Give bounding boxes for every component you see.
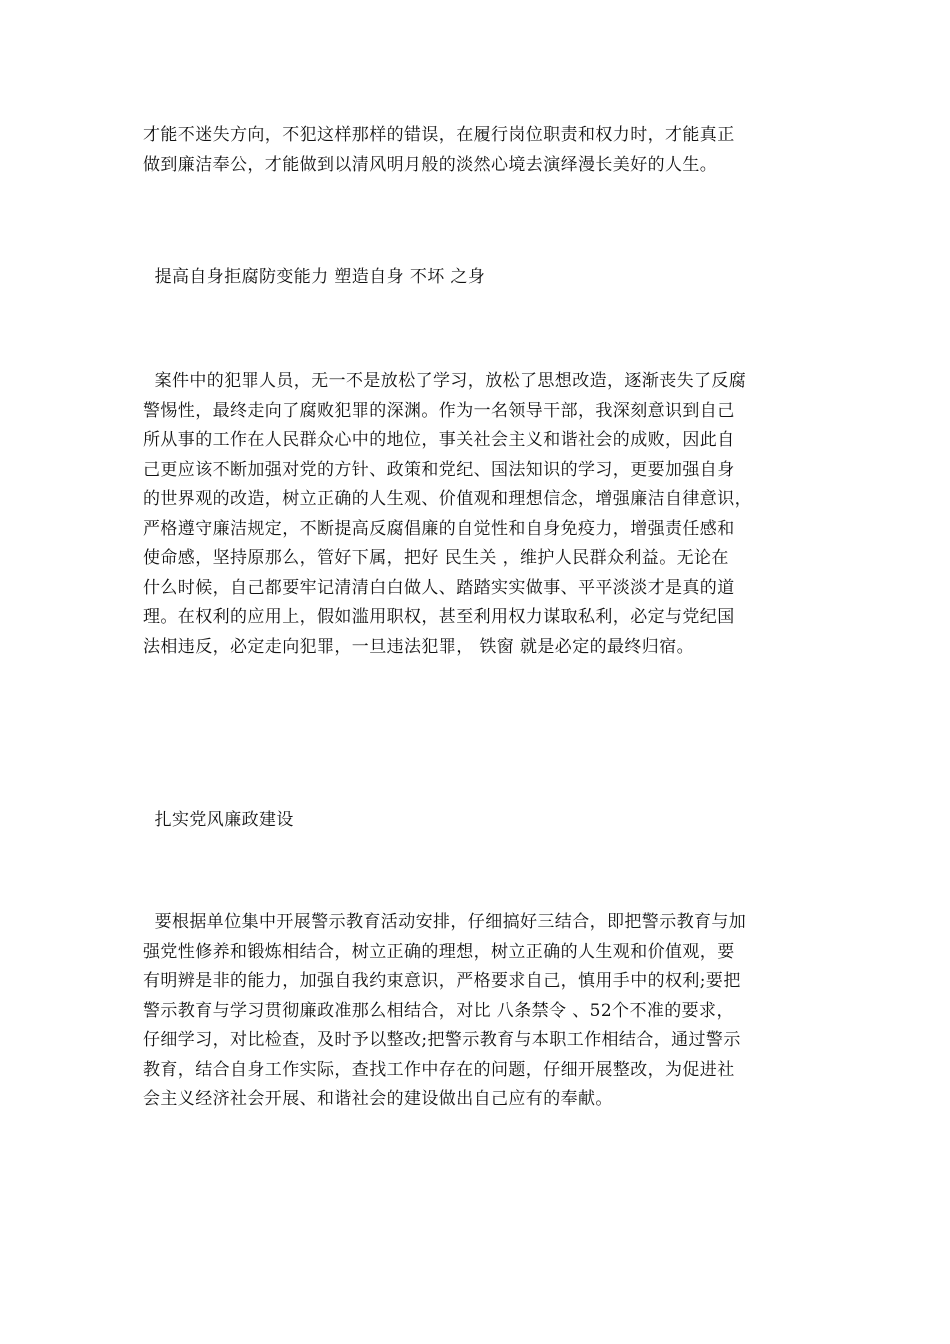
paragraph-3 bbox=[143, 908, 813, 1115]
text-line: 才能不迷失方向，不犯这样那样的错误，在履行岗位职责和权力时，才能真正 bbox=[143, 125, 735, 145]
text-line: 仔细学习，对比检查，及时予以整改;把警示教育与本职工作相结合，通过警示 bbox=[143, 1030, 741, 1050]
text-line: 会主义经济社会开展、和谐社会的建设做出自己应有的奉献。 bbox=[143, 1089, 613, 1109]
section-heading-2 bbox=[143, 806, 813, 836]
text-line: 强党性修养和锻炼相结合，树立正确的理想，树立正确的人生观和价值观，要 bbox=[143, 941, 735, 962]
text-line: 警惕性，最终走向了腐败犯罪的深渊。作为一名领导干部，我深刻意识到自己 bbox=[143, 400, 735, 421]
paragraph-2 bbox=[143, 367, 813, 662]
text-line: 理。在权利的应用上，假如滥用职权，甚至利用权力谋取私利，必定与党纪国 bbox=[143, 607, 735, 627]
text-line: 法相违反，必定走向犯罪，一旦违法犯罪， 铁窗 就是必定的最终归宿。 bbox=[143, 636, 695, 657]
paragraph-1 bbox=[143, 121, 813, 180]
heading-text: 提高自身拒腐防变能力 塑造自身 不坏 之身 bbox=[143, 267, 486, 287]
text-line: 要根据单位集中开展警示教育活动安排，仔细搞好三结合，即把警示教育与加 bbox=[143, 912, 747, 932]
text-line: 的世界观的改造，树立正确的人生观、价值观和理想信念，增强廉洁自律意识， bbox=[143, 489, 752, 509]
text-line: 案件中的犯罪人员，无一不是放松了学习，放松了思想改造，逐渐丧失了反腐 bbox=[143, 371, 747, 391]
text-line: 做到廉洁奉公，才能做到以清风明月般的淡然心境去演绎漫长美好的人生。 bbox=[143, 154, 718, 175]
text-line: 什么时候，自己都要牢记清清白白做人、踏踏实实做事、平平淡淡才是真的道 bbox=[143, 577, 735, 598]
text-line: 警示教育与学习贯彻廉政准那么相结合，对比 八条禁令 、52个不准的要求， bbox=[143, 1000, 734, 1021]
section-heading-1 bbox=[143, 263, 813, 293]
text-line: 所从事的工作在人民群众心中的地位，事关社会主义和谐社会的成败，因此自 bbox=[143, 430, 735, 450]
heading-text: 扎实党风廉政建设 bbox=[143, 810, 294, 830]
text-line: 严格遵守廉洁规定，不断提高反腐倡廉的自觉性和自身免疫力，增强责任感和 bbox=[143, 518, 735, 539]
text-line: 教育，结合自身工作实际，查找工作中存在的问题，仔细开展整改，为促进社 bbox=[143, 1059, 735, 1080]
text-line: 使命感，坚持原那么，管好下属，把好 民生关 ，维护人民群众利益。无论在 bbox=[143, 548, 729, 568]
text-line: 己更应该不断加强对党的方针、政策和党纪、国法知识的学习，更要加强自身 bbox=[143, 459, 735, 480]
text-line: 有明辨是非的能力，加强自我约束意识，严格要求自己，慎用手中的权利;要把 bbox=[143, 971, 741, 991]
